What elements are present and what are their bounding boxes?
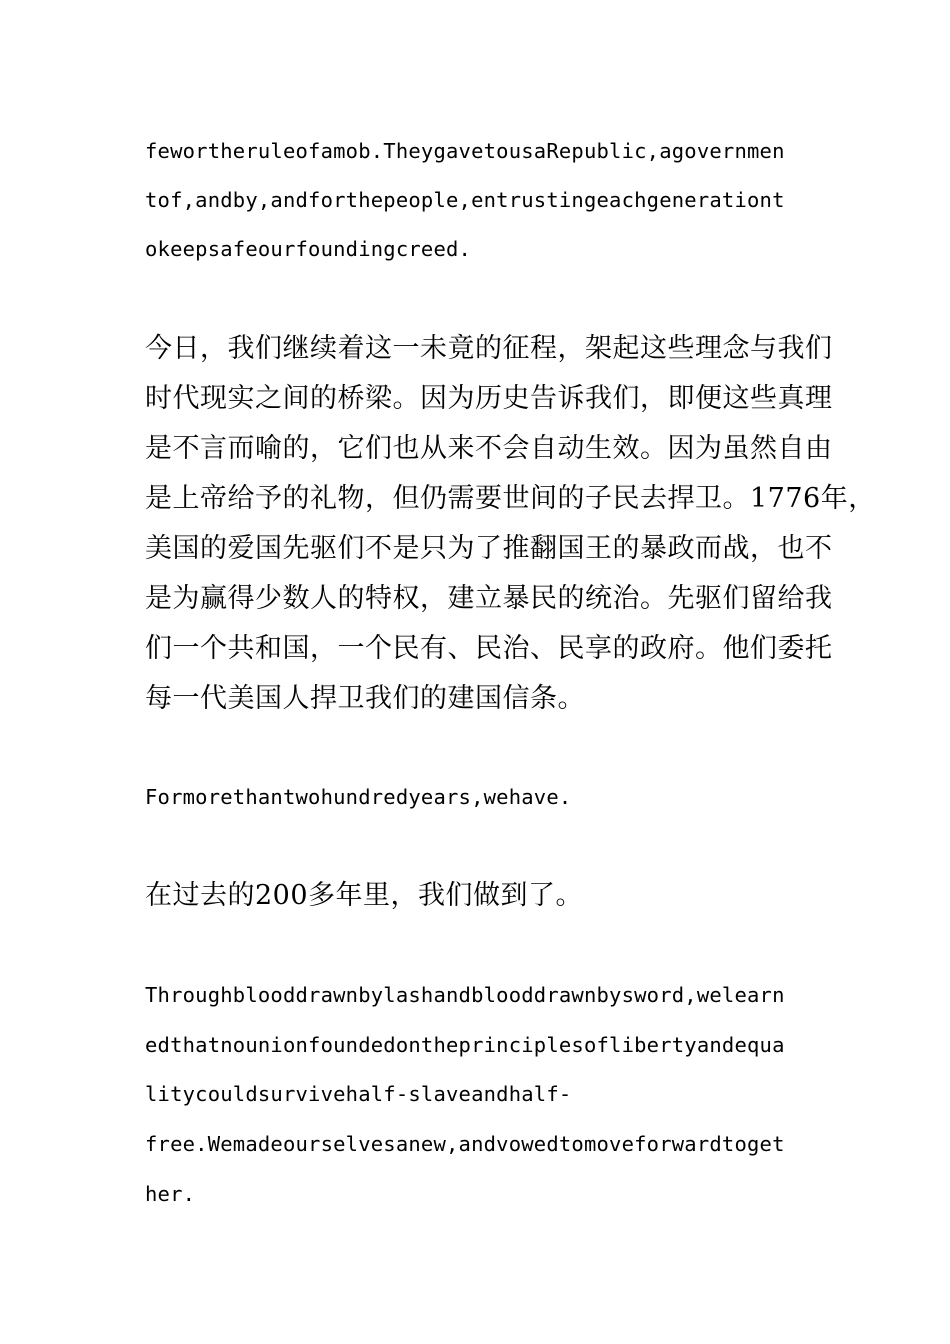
- paragraph-1-line-1: fewortheruleofamob.TheygavetousaRepublic,agovernmen: [145, 139, 785, 163]
- paragraph-2-line-2: 时代现实之间的桥梁。因为历史告诉我们，即便这些真理: [145, 383, 833, 414]
- paragraph-5-line-4: free.Wemadeourselvesanew,andvowedtomoveforwardtoget: [145, 1132, 785, 1156]
- paragraph-5-line-2: edthatnounionfoundedontheprinciplesoflibertyandequa: [145, 1033, 785, 1057]
- paragraph-3-line-1: Formorethantwohundredyears,wehave.: [145, 785, 572, 809]
- paragraph-2-line-3: 是不言而喻的，它们也从来不会自动生效。因为虽然自由: [145, 433, 833, 464]
- paragraph-5-line-3: litycouldsurvivehalf-slaveandhalf-: [145, 1082, 572, 1106]
- paragraph-1-line-3: okeepsafeourfoundingcreed.: [145, 237, 472, 261]
- paragraph-2-line-4: 是上帝给予的礼物，但仍需要世间的子民去捍卫。1776年，: [145, 483, 876, 514]
- paragraph-4-line-1: 在过去的200多年里，我们做到了。: [145, 880, 584, 911]
- paragraph-2-line-1: 今日，我们继续着这一未竟的征程，架起这些理念与我们: [145, 333, 833, 364]
- paragraph-2-line-7: 们一个共和国，一个民有、民治、民享的政府。他们委托: [145, 633, 833, 664]
- paragraph-5-line-5: her.: [145, 1182, 196, 1206]
- paragraph-5-line-1: Throughblooddrawnbylashandblooddrawnbysword,welearn: [145, 983, 785, 1007]
- paragraph-2-line-8: 每一代美国人捍卫我们的建国信条。: [145, 683, 585, 714]
- paragraph-2-line-6: 是为赢得少数人的特权，建立暴民的统治。先驱们留给我: [145, 583, 833, 614]
- paragraph-1-line-2: tof,andby,andforthepeople,entrustingeachgenerationt: [145, 188, 785, 212]
- paragraph-2-line-5: 美国的爱国先驱们不是只为了推翻国王的暴政而战，也不: [145, 533, 833, 564]
